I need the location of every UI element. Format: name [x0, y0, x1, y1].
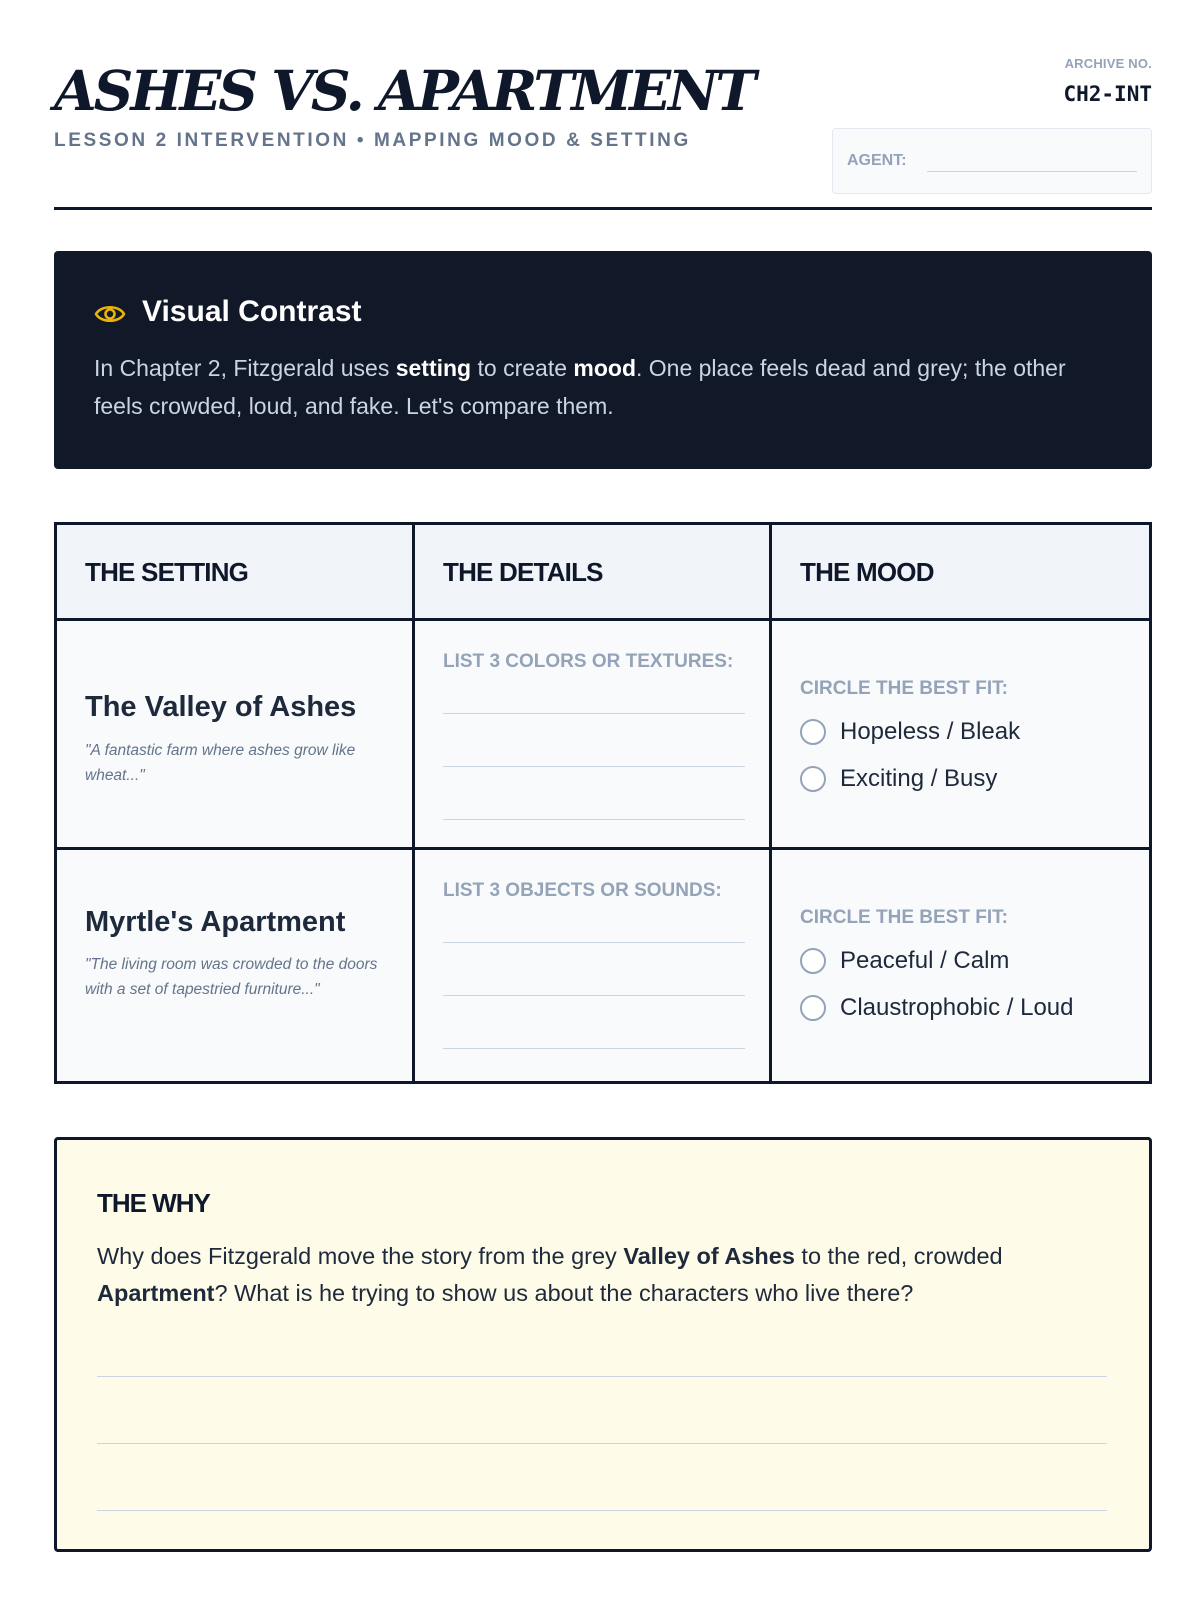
archive-number: CH2-INT: [1063, 82, 1152, 106]
visual-contrast-panel: [54, 251, 1152, 469]
radio-circle-icon[interactable]: [800, 995, 826, 1021]
details-cell: [415, 621, 772, 850]
details-answer-line[interactable]: [443, 766, 745, 767]
radio-circle-icon[interactable]: [800, 719, 826, 745]
details-answer-line[interactable]: [443, 1048, 745, 1049]
header: [54, 56, 1152, 210]
details-cell: [415, 850, 772, 1081]
details-prompt: LIST 3 COLORS OR TEXTURES:: [443, 651, 734, 672]
eye-icon: [94, 298, 126, 330]
details-answer-line[interactable]: [443, 713, 745, 714]
mood-prompt: CIRCLE THE BEST FIT:: [800, 907, 1008, 928]
why-heading: THE WHY: [97, 1188, 210, 1218]
why-answer-line[interactable]: [97, 1510, 1107, 1511]
the-why-panel: [54, 1137, 1152, 1552]
why-question: Why does Fitzgerald move the story from the grey Valley of Ashes to the red, crowded Apartment? What is he trying to show us about the characters who live there?: [97, 1243, 1003, 1306]
details-answer-line[interactable]: [443, 942, 745, 943]
mood-cell: [772, 621, 1149, 850]
worksheet-page: [54, 0, 1152, 1600]
contrast-heading: Visual Contrast: [142, 295, 362, 328]
header-cell-mood: [772, 525, 1149, 621]
mood-setting-table: [54, 522, 1152, 1084]
setting-quote: "A fantastic farm where ashes grow like wheat...": [85, 742, 356, 784]
header-cell-details: [415, 525, 772, 621]
column-header: THE DETAILS: [443, 557, 603, 587]
header-cell-setting: [57, 525, 415, 621]
details-answer-line[interactable]: [443, 995, 745, 996]
radio-circle-icon[interactable]: [800, 766, 826, 792]
setting-cell: [57, 621, 415, 850]
radio-circle-icon[interactable]: [800, 948, 826, 974]
mood-option-label: Hopeless / Bleak: [840, 718, 1021, 745]
details-prompt: LIST 3 OBJECTS OR SOUNDS:: [443, 880, 722, 901]
agent-field-box: [832, 128, 1152, 194]
contrast-text: In Chapter 2, Fitzgerald uses setting to create mood. One place feels dead and grey; the other feels crowded, loud, and fake. Let's compare them.: [94, 355, 1066, 419]
why-answer-line[interactable]: [97, 1376, 1107, 1377]
agent-input-line[interactable]: [927, 171, 1137, 172]
mood-option-label: Peaceful / Calm: [840, 947, 1010, 974]
setting-quote: "The living room was crowded to the doors with a set of tapestried furniture...": [85, 956, 378, 998]
column-header: THE SETTING: [85, 557, 249, 587]
column-header: THE MOOD: [800, 557, 934, 587]
details-answer-line[interactable]: [443, 819, 745, 820]
setting-name: Myrtle's Apartment: [85, 906, 346, 938]
mood-prompt: CIRCLE THE BEST FIT:: [800, 678, 1008, 699]
setting-name: The Valley of Ashes: [85, 691, 357, 723]
mood-cell: [772, 850, 1149, 1081]
why-answer-line[interactable]: [97, 1443, 1107, 1444]
page-subtitle: LESSON 2 INTERVENTION • MAPPING MOOD & SETTING: [54, 130, 691, 151]
agent-label: AGENT:: [847, 152, 907, 169]
archive-label: ARCHIVE NO.: [1064, 56, 1152, 71]
mood-option-label: Claustrophobic / Loud: [840, 994, 1074, 1021]
page-title: ASHES VS. APARTMENT: [54, 58, 754, 123]
mood-option-label: Exciting / Busy: [840, 765, 998, 792]
setting-cell: [57, 850, 415, 1081]
